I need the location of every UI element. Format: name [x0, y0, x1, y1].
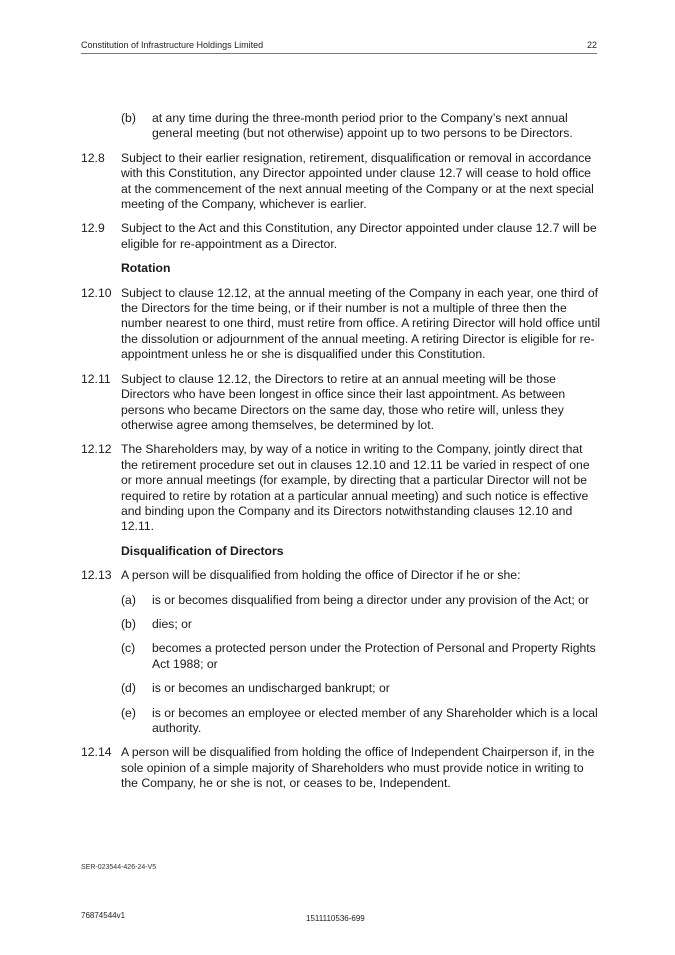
list-item-label: (b)	[121, 111, 136, 125]
clause-12-8	[81, 151, 601, 213]
list-item-text: at any time during the three-month period prior to the Company’s next annual general meeting (but not otherwise) appoint up to two persons to be Directors.	[152, 111, 573, 141]
clause-text: Subject to clause 12.12, the Directors to retire at an annual meeting will be those Directors who have been longest in office since their last appointment. As between persons who became Directors on the same day, those who retire will, unless they otherwise agree among themselves, be determined by lot.	[121, 371, 566, 432]
list-item-d	[121, 681, 601, 696]
list-item-a	[121, 593, 601, 608]
list-item-label: (a)	[121, 592, 136, 607]
clause-number: 12.9	[81, 221, 105, 236]
clause-12-10	[81, 286, 601, 363]
list-item-text: dies; or	[152, 616, 192, 631]
clause-number: 12.8	[81, 150, 105, 165]
list-item-e	[121, 706, 601, 737]
list-item-label: (e)	[121, 705, 136, 720]
clause-text: A person will be disqualified from holding the office of Director if he or she:	[121, 568, 521, 583]
list-item-text: is or becomes an undischarged bankrupt; or	[152, 681, 390, 696]
list-item-label: (b)	[121, 616, 136, 631]
clause-number: 12.13	[81, 568, 112, 583]
list-item-text: becomes a protected person under the Protection of Personal and Property Rights Act 1988; or	[152, 641, 596, 671]
clause-12-11	[81, 372, 601, 434]
list-item-label: (c)	[121, 641, 136, 656]
list-item-label: (d)	[121, 681, 136, 696]
page-body	[81, 111, 601, 801]
clause-12-13	[81, 568, 601, 583]
section-heading-rotation: Rotation	[121, 261, 171, 276]
clause-text: A person will be disqualified from holding the office of Independent Chairperson if, in the sole opinion of a simple majority of Shareholders who must provide notice in writing to the Company, he or she is not, or ceases to be, Independent.	[121, 745, 595, 791]
clause-12-9	[81, 221, 601, 252]
document-title: Constitution of Infrastructure Holdings Limited	[81, 40, 264, 50]
list-item-text: is or becomes disqualified from being a director under any provision of the Act; or	[152, 592, 589, 607]
footer-doc-code: 76874544v1	[81, 911, 126, 920]
page-number: 22	[586, 40, 597, 50]
clause-text: Subject to clause 12.12, at the annual meeting of the Company in each year, one third of the Directors for the time being, or if their number is not a multiple of three then the number nearest to one third, must retire from office. A retiring Director will hold office until the dissolution or adjournment of the annual meeting. A retiring Director is eligible for re-appointment unless he or she is disqualified under this Constitution.	[121, 285, 601, 362]
list-item-c	[121, 641, 601, 672]
footer-center-code: 1511110536-699	[306, 914, 365, 923]
clause-12-14	[81, 745, 601, 791]
page-header	[81, 40, 597, 50]
section-heading-disqualification: Disqualification of Directors	[121, 543, 284, 558]
list-item-b-top	[121, 111, 601, 142]
clause-number: 12.14	[81, 745, 112, 760]
clause-number: 12.10	[81, 285, 112, 300]
clause-12-12	[81, 442, 601, 534]
list-item-b	[121, 617, 601, 632]
document-reference: SER-023544-426-24-V5	[81, 864, 157, 871]
clause-number: 12.11	[81, 371, 111, 386]
clause-number: 12.12	[81, 442, 112, 457]
clause-text: The Shareholders may, by way of a notice in writing to the Company, jointly direct that the retirement procedure set out in clauses 12.10 and 12.11 be varied in respect of one or more annual meetings (for example, by directing that a particular Director will not be required to retire by rotation at a particular annual meeting) and such notice is effective and binding upon the Company and its Directors notwithstanding clauses 12.10 and 12.11.	[121, 442, 590, 534]
list-item-text: is or becomes an employee or elected member of any Shareholder which is a local authority.	[152, 705, 598, 735]
clause-text: Subject to their earlier resignation, retirement, disqualification or removal in accordance with this Constitution, any Director appointed under clause 12.7 will cease to hold office at the commencement of the next annual meeting of the Company or at the next special meeting of the Company, whichever is earlier.	[121, 150, 594, 212]
header-divider	[81, 53, 597, 54]
clause-text: Subject to the Act and this Constitution, any Director appointed under clause 12.7 will be eligible for re-appointment as a Director.	[121, 221, 597, 251]
